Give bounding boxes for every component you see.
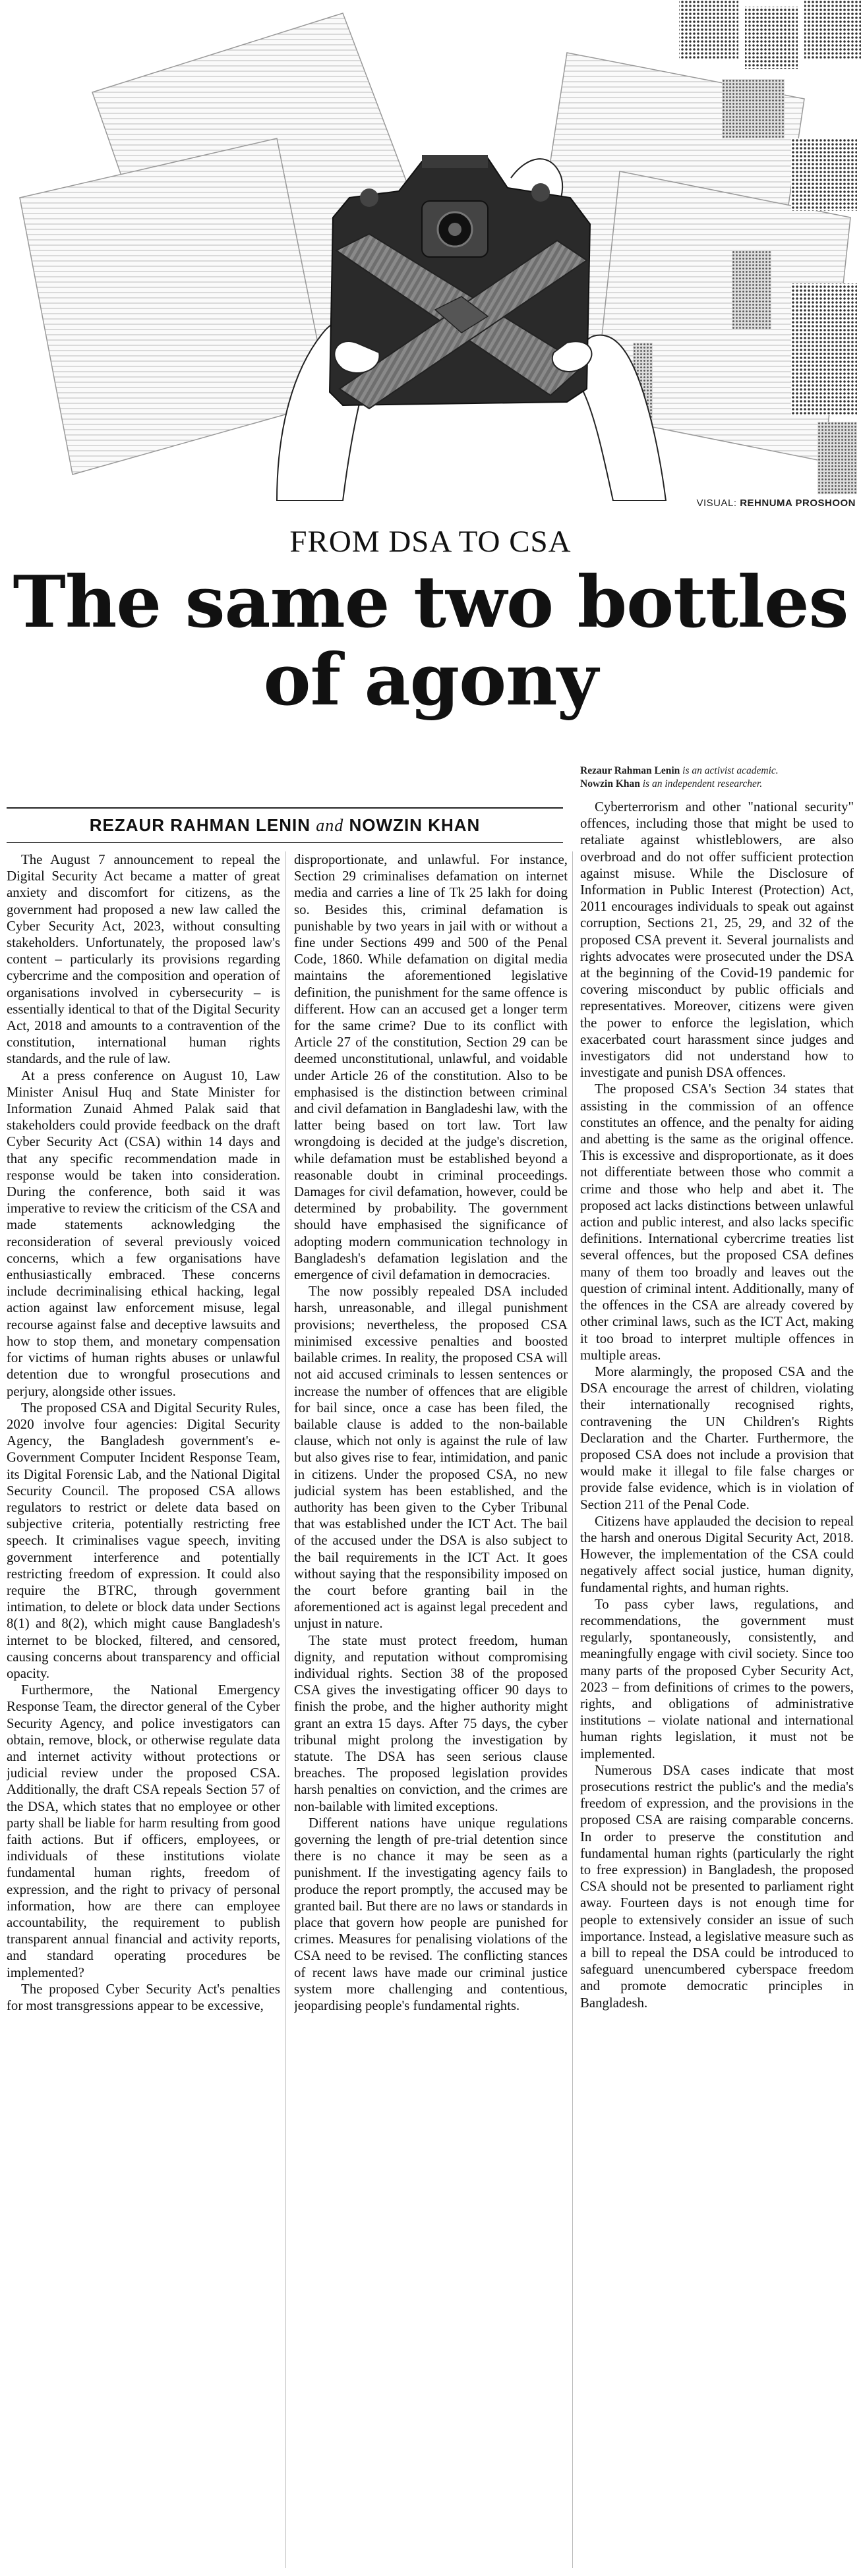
- illustration-credit: [697, 498, 856, 509]
- paragraph: The August 7 announcement to repeal the Digital Security Act became a matter of great anxiety and discomfort for citizens, as the government had proposed a new law called the Cyber Security Act, 2023, without consulting stakeholders. Unfortunately, the proposed law's content – particularly its provisions regarding cybercrime and the composition and operation of organisations involved in cybersecurity – is essentially identical to that of the Digital Security Act, 2018 and amounts to a contravention of the constitution, international human rights standards, and the rule of law.: [7, 852, 280, 1067]
- headline-line-1: The same two bottles: [13, 561, 848, 644]
- author-note-1-desc: is an activist academic.: [682, 765, 779, 776]
- paragraph: The proposed CSA's Section 34 states that assisting in the commission of an offence constitutes an offence, and the penalty for aiding and abetting is the same as the original offence. This is excessive and disproportionate, as it does not differentiate between those who commit a crime and those who help and abet it. The proposed act lacks distinctions between unlawful action and public interest, and also lacks specific definitions. International cybercrime treaties list several offences, but the proposed CSA defines many of them too broadly and leaves out the question of criminal intent. Additionally, many of the offences in the CSA are already covered by other criminal laws, such as the ICT Act, making it too broad to interpret multiple offences in multiple areas.: [580, 1081, 854, 1363]
- paragraph: Different nations have unique regulations governing the length of pre-trial detention since there is no chance it may be seen as a punishment. If the investigating agency fails to produce the report promptly, the accused may be granted bail. But there are no laws or standards in place that govern how people are punished for crimes. Measures for penalising violations of the CSA need to be revised. The conflicting stances of recent laws have made our criminal justice system more challenging and contentious, jeopardising people's fundamental rights.: [294, 1815, 568, 2014]
- kicker: FROM DSA TO CSA: [289, 525, 572, 559]
- author-note-1: [580, 764, 854, 778]
- credit-label: VISUAL:: [696, 498, 737, 509]
- paragraph: Furthermore, the National Emergency Response Team, the director general of the Cyber Security Agency, and police investigators can obtain, remove, block, or otherwise regulate data and internet activity without protections or judicial review under the proposed CSA. Additionally, the draft CSA repeals Section 57 of the DSA, which states that no employee or other party shall be liable for harm resulting from good faith actions. But if officers, employees, or individuals of these institutions violate fundamental human rights, freedom of expression, and the right to privacy of personal information, how are there can employee accountability, the requirement to publish transparent annual financial and activity reports, and standard operating procedures be implemented?: [7, 1682, 280, 1980]
- byline-conjunction: and: [316, 816, 344, 835]
- headline-line-2: of agony: [263, 639, 598, 722]
- column-divider: [285, 851, 286, 2568]
- camera-crossed-out-icon: [0, 0, 861, 501]
- credit-name: REHNUMA PROSHOON: [740, 498, 856, 509]
- byline-rule-bottom: [7, 842, 563, 843]
- paragraph: The proposed Cyber Security Act's penalties for most transgressions appear to be excessive,: [7, 1981, 280, 2014]
- paragraph: Numerous DSA cases indicate that most prosecutions restrict the public's and the media's freedom of expression, and the provisions in the proposed CSA are raising comparable concerns. In order to preserve the constitution and fundamental human rights (particularly the right to free expression) in Bangladesh, the proposed CSA should not be presented to parliament right away. Fourteen days is not enough time for people to extensively consider an issue of such importance. Instead, a legislative measure such as a bill to repeal the DSA could be introduced to safeguard unencumbered cyberspace freedom and promote democratic principles in Bangladesh.: [580, 1762, 854, 2011]
- byline-author-1: REZAUR RAHMAN LENIN: [89, 815, 311, 835]
- column-divider: [572, 851, 573, 2568]
- paragraph: The now possibly repealed DSA included harsh, unreasonable, and illegal punishment provisions; nevertheless, the proposed CSA minimised excessive penalties and boosted bailable crimes. In reality, the proposed CSA will not aid accused criminals to lessen sentences or increase the number of offences that are eligible for bail since, once a case has been filed, the bailable clause is added to the non-bailable clause, which not only is against the rule of law but also gives rise to fear, intimidation, and panic in citizens. Under the proposed CSA, no new judicial system has been established, and the authority has been given to the Cyber Tribunal that was established under the ICT Act. The bail of the accused under the DSA is also subject to the bail requirements in the ICT Act. It goes without saying that the responsibility imposed on the court before granting bail in the aforementioned act is against legal precedent and unjust in nature.: [294, 1284, 568, 1632]
- author-note-2-desc: is an independent researcher.: [642, 778, 763, 789]
- paragraph: The proposed CSA and Digital Security Rules, 2020 involve four agencies: Digital Security Agency, the Bangladesh government's e-Government Computer Incident Response Team, its Digital Forensic Lab, and the National Digital Security Council. The proposed CSA allows regulators to restrict or delete data based on subjective criteria, potentially restricting free speech. It criminalises vague speech, inviting government interference and potentially restricting freedom of expression. It could also require the BTRC, through government intimation, to delete or block data under Sections 8(1) and 8(2), which might cause Bangladesh's internet to be blocked, filtered, and censored, causing concerns about transparency and official opacity.: [7, 1400, 280, 1681]
- byline-rule-top: [7, 807, 563, 809]
- paragraph: To pass cyber laws, regulations, and recommendations, the government must regularly, spontaneously, consistently, and meaningfully engage with civil society. Since too many parts of the proposed Cyber Security Act, 2023 – from definitions of crimes to the powers, rights, and obligations of administrative institutions – violate national and international human rights legislation, it must not be implemented.: [580, 1596, 854, 1761]
- byline-author-2: NOWZIN KHAN: [349, 815, 481, 835]
- paragraph: disproportionate, and unlawful. For instance, Section 29 criminalises defamation on internet media and carries a line of Tk 25 lakh for doing so. Besides this, criminal defamation is punishable by two years in jail with or without a fine under Sections 499 and 500 of the Penal Code, 1860. While defamation on digital media maintains the aforementioned legislative definition, the punishment for the same offence is different. How can an accused get a longer term for the same crime? Due to its conflict with Article 27 of the constitution, Section 29 can be deemed unconstitutional, unlawful, and voidable under Article 26 of the constitution. Also to be emphasised is the distinction between criminal and civil defamation in Bangladeshi law, with the latter being based on tort law. Tort law wrongdoing is decided at the judge's discretion, while defamation must be established beyond a reasonable doubt in criminal proceedings. Damages for civil defamation, however, could be determined by probability. The government should have emphasised the significance of adopting modern communication technology in Bangladesh's defamation legislation and the emergence of civil defamation in democracies.: [294, 852, 568, 1283]
- author-note-2-name: Nowzin Khan: [580, 778, 640, 789]
- paragraph: The state must protect freedom, human dignity, and reputation without compromising individual rights. Section 38 of the proposed CSA gives the investigating officer 90 days to finish the probe, and the higher authority might grant an extra 15 days. After 75 days, the cyber tribunal might prolong the investigation by statute. The DSA has seen serious clause breaches. The proposed legislation provides harsh penalties on conviction, and the crimes are non-bailable with limited exceptions.: [294, 1632, 568, 1814]
- paragraph: At a press conference on August 10, Law Minister Anisul Huq and State Minister for Information Zunaid Ahmed Palak said that stakeholders could provide feedback on the draft Cyber Security Act (CSA) within 14 days and that any specific recommendation made in response would be taken into consideration. During the conference, both said it was imperative to review the criticism of the CSA and made statements acknowledging the reconsideration of several previously voiced concerns, which a few organisations have enthusiastically embraced. These concerns include decriminalising ethical hacking, legal action against law enforcement misuse, legal recourse against false and deceptive lawsuits and how to stop them, and monetary compensation for victims of human rights abuses or unlawful detention due to wrongful prosecutions and perjury, alongside other issues.: [7, 1068, 280, 1399]
- article-column-3: [580, 799, 854, 2568]
- author-note-2: [580, 778, 854, 791]
- paragraph: Cyberterrorism and other "national security" offences, including those that might be used to retaliate against whistleblowers, are also overbroad and do not offer sufficient protection against misuse. While the Disclosure of Information in Public Interest (Protection) Act, 2011 encourages individuals to speak out against corruption, Sections 21, 25, 29, and 32 of the proposed CSA prevent it. Several journalists and rights advocates were prosecuted under the DSA at the beginning of the Covid-19 pandemic for covering misconduct by public officials and representatives. Moreover, citizens were given the power to enforce the legislation, which exacerbated court harassment since judges and investigators did not understand how to investigate and punish DSA offences.: [580, 799, 854, 1081]
- headline: [0, 561, 861, 722]
- author-note-1-name: Rezaur Rahman Lenin: [580, 765, 680, 776]
- article-column-2: [294, 851, 568, 2568]
- author-note: [580, 764, 854, 791]
- article-column-1: [7, 851, 280, 2568]
- paragraph: More alarmingly, the proposed CSA and the DSA encourage the arrest of children, violating their internationally recognised rights, contravening the UN Children's Rights Declaration and the Charter. Furthermore, the proposed CSA does not include a provision that would make it illegal to file false charges or provide false evidence, which is in violation of Section 211 of the Penal Code.: [580, 1363, 854, 1512]
- article-illustration: [0, 0, 861, 501]
- paragraph: Citizens have applauded the decision to repeal the harsh and onerous Digital Security Act, 2018. However, the implementation of the CSA could negatively affect social justice, human dignity, fundamental rights, and human rights.: [580, 1513, 854, 1595]
- byline: [7, 815, 563, 836]
